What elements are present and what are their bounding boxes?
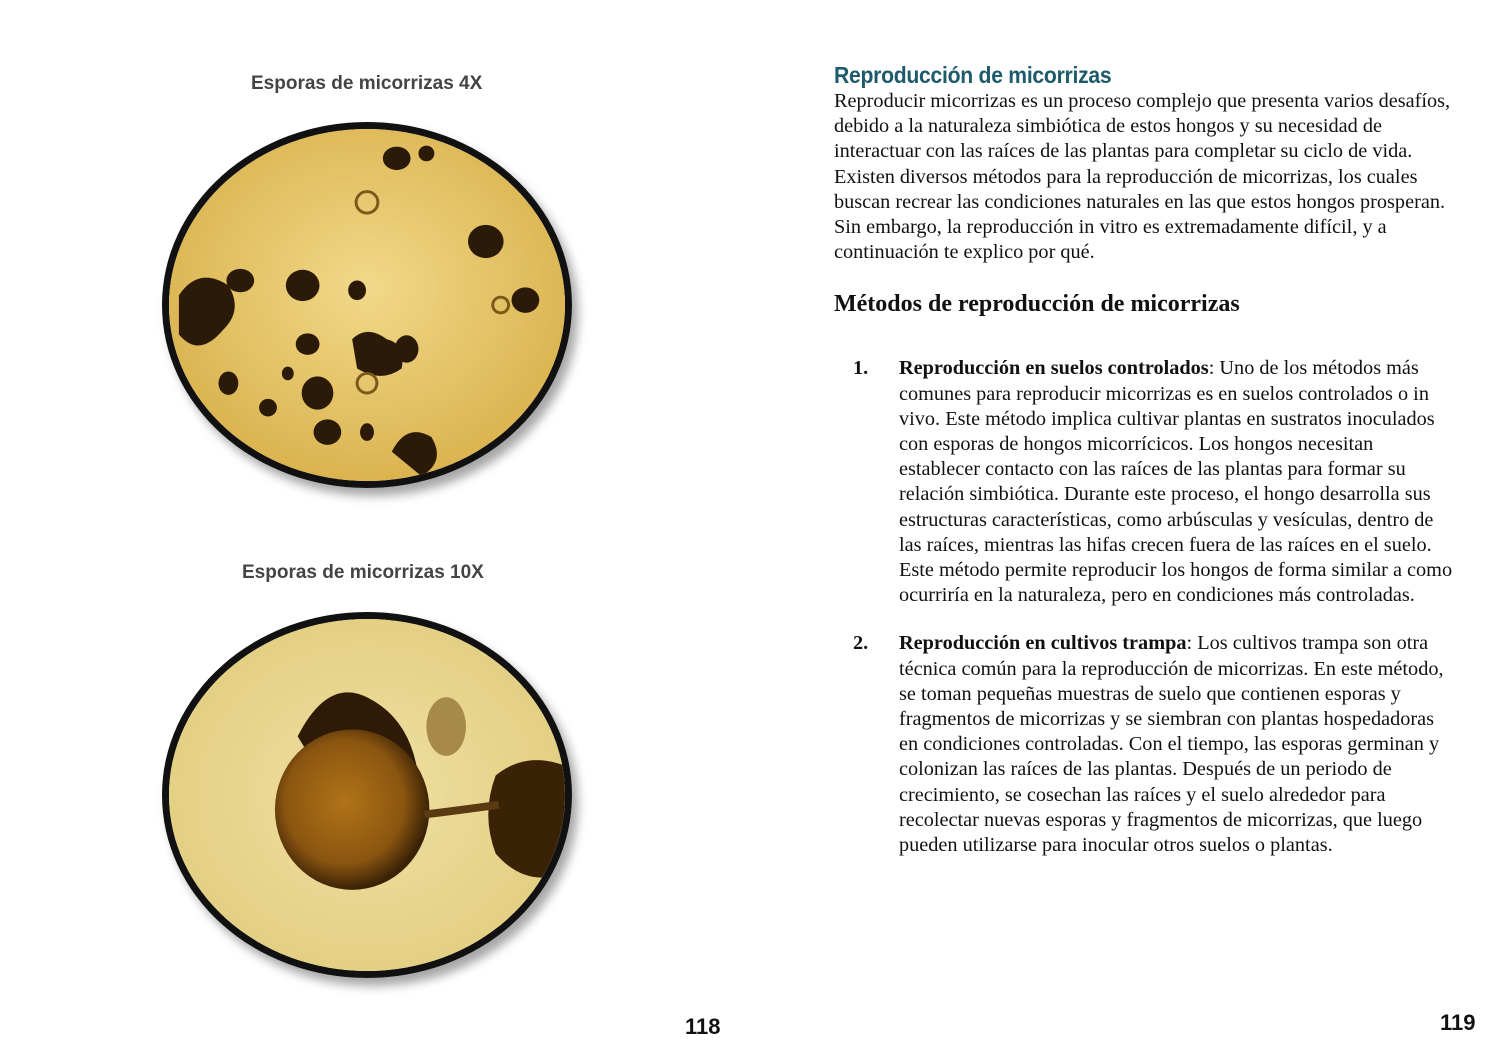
section-title: Reproducción de micorrizas: [834, 62, 1112, 88]
list-item: [834, 356, 1454, 608]
page-number-left: 118: [685, 1014, 721, 1039]
microscope-image-10x: [162, 612, 572, 978]
method-description: : Los cultivos trampa son otra técnica común para la reproducción de micorrizas. En este método, se toman pequeñas muestras de suelo que contienen esporas y fragmentos de micorrizas y se siembran con plantas hospedadoras en condiciones controladas. Con el tiempo, las esporas germinan y colonizan las raíces de las plantas. Después de un periodo de crecimiento, se cosechan las raíces y el suelo alrededor para recolectar nuevas esporas y fragmentos de micorrizas, que luego pueden utilizarse para inocular otros suelos o plantas.: [899, 632, 1444, 857]
methods-list: [834, 356, 1454, 858]
method-term: Reproducción en cultivos trampa: [899, 632, 1187, 655]
method-term: Reproducción en suelos controlados: [899, 357, 1209, 380]
microscope-image-4x: [162, 122, 572, 488]
list-number: 1.: [853, 357, 869, 380]
figure-caption-4x: Esporas de micorrizas 4X: [251, 73, 483, 94]
intro-paragraph: Reproducir micorrizas es un proceso complejo que presenta varios desafíos, debido a la naturaleza simbiótica de estos hongos y su necesidad de interactuar con las raíces de las plantas para completar su ciclo de vida. Existen diversos métodos para la reproducción de micorrizas, los cuales buscan recrear las condiciones naturales en las que estos hongos prosperan. Sin embargo, la reproducción in vitro es extremadamente difícil, y a continuación te explico por qué.: [834, 90, 1451, 264]
list-item: [834, 631, 1454, 858]
method-description: : Uno de los métodos más comunes para reproducir micorrizas es en suelos controlados o in vivo. Este método implica cultivar plantas en sustratos inoculados con esporas de hongos micorrícicos. Los hongos necesitan establecer contacto con las raíces de las plantas para formar su relación simbiótica. Durante este proceso, el hongo desarrolla sus estructuras características, como arbúsculas y vesículas, dentro de las raíces, mientras las hifas crecen fuera de las raíces en el suelo. Este método permite reproducir los hongos de forma similar a como ocurriría en la naturaleza, pero en condiciones más controladas.: [899, 357, 1453, 607]
methods-heading: Métodos de reproducción de micorrizas: [834, 291, 1240, 318]
list-number: 2.: [853, 632, 869, 655]
right-page-content: [834, 62, 1454, 881]
figure-caption-10x: Esporas de micorrizas 10X: [242, 562, 484, 583]
page-number-right: 119: [1440, 1010, 1476, 1035]
